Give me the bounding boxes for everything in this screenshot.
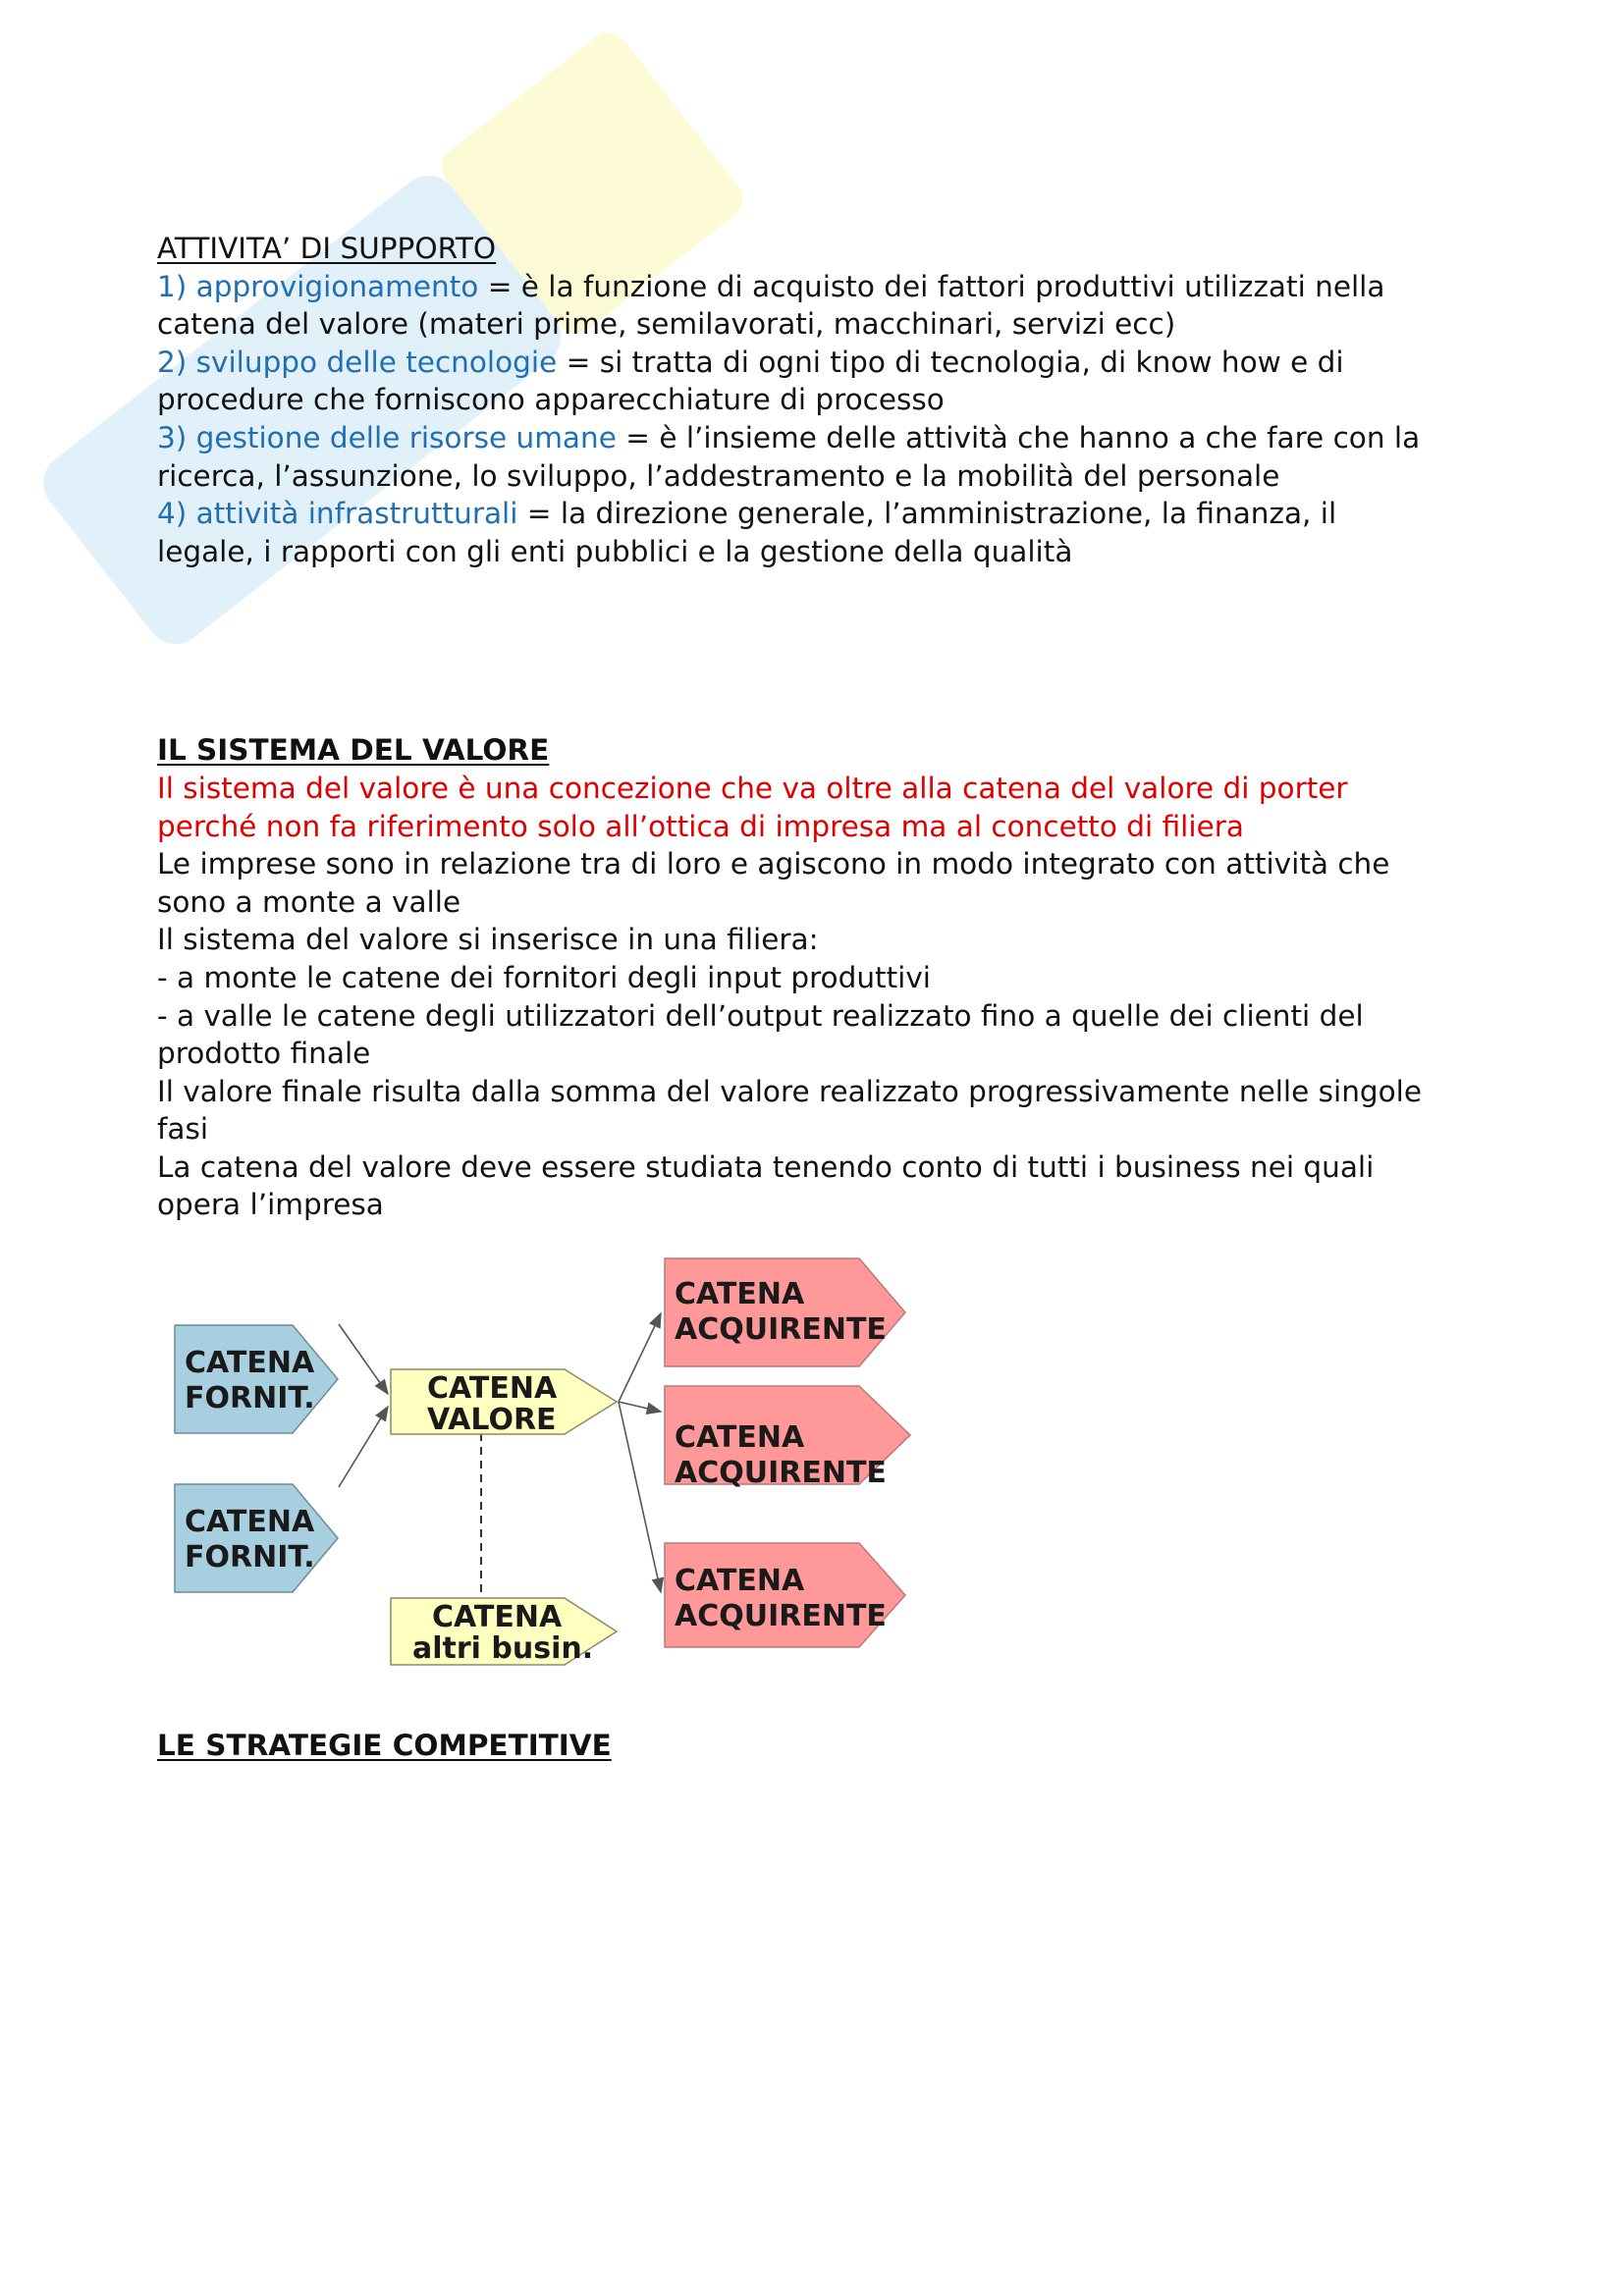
- connector-line: [619, 1402, 661, 1412]
- support-term: 3) gestione delle risorse umane: [157, 420, 617, 454]
- buyer-chain-box: [665, 1543, 905, 1647]
- support-definition-continued: catena del valore (materi prime, semilavorati, macchinari, servizi ecc): [157, 307, 1176, 342]
- support-item-1: [157, 268, 1522, 306]
- svg-text:altri busin.: altri busin.: [412, 1631, 594, 1666]
- svg-text:FORNIT.: FORNIT.: [185, 1381, 315, 1415]
- svg-text:CATENA: CATENA: [185, 1505, 315, 1539]
- system-body-line: Le imprese sono in relazione tra di loro e agiscono in modo integrato con attività che: [157, 847, 1390, 881]
- system-body-line: - a monte le catene dei fornitori degli input produttivi: [157, 960, 932, 994]
- support-term: 4) attività infrastrutturali: [157, 497, 518, 531]
- system-body-line: fasi: [157, 1112, 209, 1147]
- system-highlight-line: perché non fa riferimento solo all’ottica di impresa ma al concetto di filiera: [157, 809, 1244, 843]
- connector-line: [619, 1402, 661, 1592]
- supplier-chain-box: [175, 1484, 338, 1592]
- svg-text:CATENA: CATENA: [675, 1420, 805, 1455]
- svg-text:CATENA: CATENA: [432, 1600, 563, 1634]
- system-body-line: - a valle le catene degli utilizzatori dell’output realizzato fino a quelle dei clienti del: [157, 998, 1364, 1033]
- supplier-chain-box: [175, 1325, 338, 1433]
- connector-line: [339, 1407, 388, 1487]
- support-definition: = si tratta di ogni tipo di tecnologia, di know how e di: [557, 345, 1344, 379]
- support-definition-continued: ricerca, l’assunzione, lo sviluppo, l’addestramento e la mobilità del personale: [157, 458, 1280, 493]
- svg-text:CATENA: CATENA: [427, 1371, 558, 1406]
- system-body-line: prodotto finale: [157, 1037, 371, 1071]
- connector-line: [339, 1324, 388, 1394]
- strategies-heading: LE STRATEGIE COMPETITIVE: [157, 1729, 612, 1763]
- support-definition: = la direzione generale, l’amministrazione, la finanza, il: [517, 497, 1337, 531]
- value-chain-box: [391, 1369, 617, 1437]
- system-body-line: Il sistema del valore si inserisce in una filiera:: [157, 923, 819, 957]
- support-item-4: [157, 495, 1522, 533]
- other-business-chain-box: [391, 1598, 617, 1666]
- support-definition-continued: procedure che forniscono apparecchiature di processo: [157, 383, 945, 417]
- support-term: 1) approvigionamento: [157, 269, 479, 303]
- svg-text:CATENA: CATENA: [675, 1277, 805, 1311]
- value-system-diagram: [167, 1247, 923, 1679]
- support-definition: = è l’insieme delle attività che hanno a che fare con la: [616, 420, 1421, 454]
- svg-text:CATENA: CATENA: [185, 1346, 315, 1380]
- system-body-line: sono a monte a valle: [157, 884, 461, 919]
- system-heading: IL SISTEMA DEL VALORE: [157, 733, 550, 768]
- support-item-3: [157, 419, 1522, 457]
- svg-text:ACQUIRENTE: ACQUIRENTE: [675, 1456, 887, 1490]
- support-definition: = è la funzione di acquisto dei fattori produttivi utilizzati nella: [478, 269, 1385, 303]
- system-body-line: opera l’impresa: [157, 1188, 384, 1222]
- svg-text:ACQUIRENTE: ACQUIRENTE: [675, 1312, 887, 1347]
- support-definition-continued: legale, i rapporti con gli enti pubblici e la gestione della qualità: [157, 534, 1073, 568]
- svg-text:CATENA: CATENA: [675, 1564, 805, 1598]
- svg-text:VALORE: VALORE: [427, 1403, 557, 1437]
- svg-text:FORNIT.: FORNIT.: [185, 1540, 315, 1575]
- svg-text:ACQUIRENTE: ACQUIRENTE: [675, 1599, 887, 1633]
- support-item-2: [157, 344, 1522, 382]
- system-body-line: La catena del valore deve essere studiata tenendo conto di tutti i business nei quali: [157, 1149, 1375, 1184]
- support-heading: ATTIVITA’ DI SUPPORTO: [157, 232, 497, 265]
- buyer-chain-box: [665, 1258, 905, 1366]
- connector-line: [619, 1313, 661, 1402]
- system-body-line: Il valore finale risulta dalla somma del valore realizzato progressivamente nelle singole: [157, 1074, 1423, 1108]
- support-term: 2) sviluppo delle tecnologie: [157, 345, 558, 379]
- system-highlight-line: Il sistema del valore è una concezione che va oltre alla catena del valore di porter: [157, 771, 1348, 805]
- buyer-chain-box: [665, 1386, 910, 1490]
